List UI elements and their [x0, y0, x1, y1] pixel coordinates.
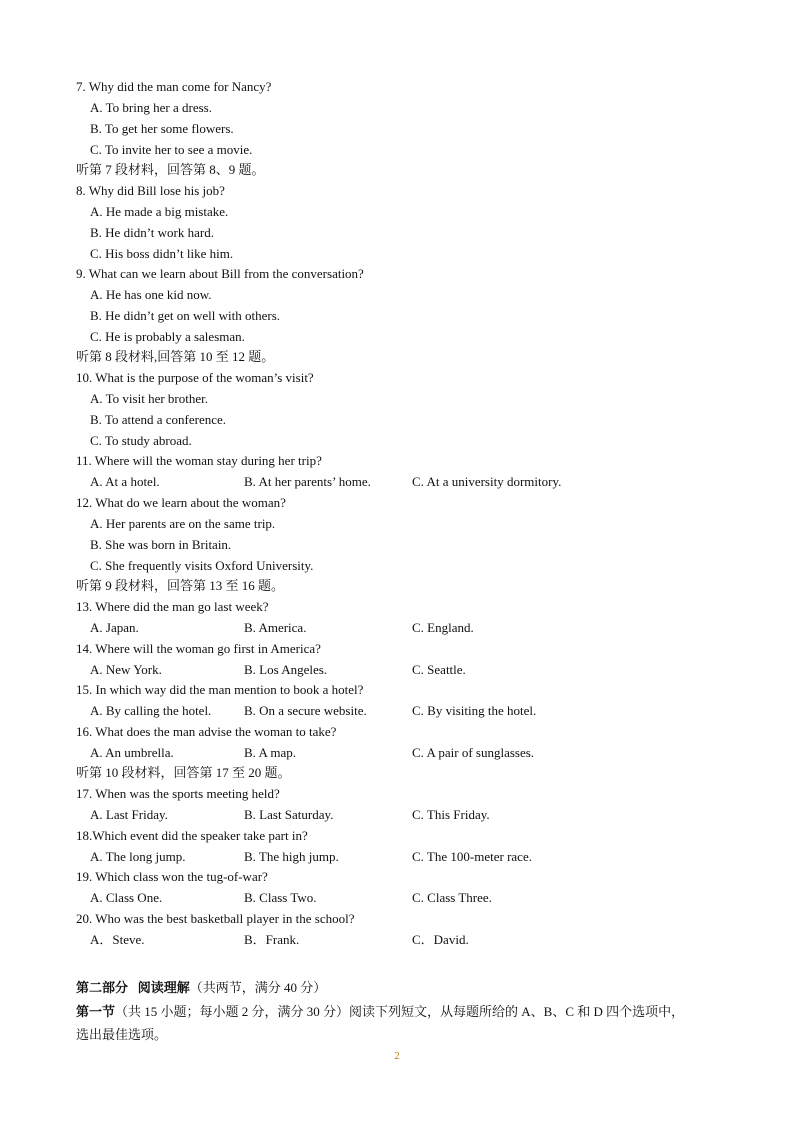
- question-19: 19. Which class won the tug-of-war?: [76, 869, 268, 884]
- option-12a: A. Her parents are on the same trip.: [90, 516, 276, 531]
- option-15a: A. By calling the hotel.: [90, 703, 212, 718]
- option-19c: C. Class Three.: [412, 890, 492, 905]
- options-13: [90, 620, 690, 636]
- question-10: 10. What is the purpose of the woman’s visit?: [76, 370, 314, 385]
- option-17b: B. Last Saturday.: [244, 807, 334, 822]
- question-16: 16. What does the man advise the woman to take?: [76, 724, 337, 739]
- options-20: [90, 932, 690, 948]
- option-19a: A. Class One.: [90, 890, 163, 905]
- options-19: [90, 890, 690, 906]
- option-8c: C. His boss didn’t like him.: [90, 246, 234, 261]
- option-7a: A. To bring her a dress.: [90, 100, 212, 115]
- question-11: 11. Where will the woman stay during her trip?: [76, 453, 322, 468]
- option-15b: B. On a secure website.: [244, 703, 367, 718]
- option-12c: C. She frequently visits Oxford University.: [90, 558, 314, 573]
- option-9c: C. He is probably a salesman.: [90, 329, 245, 344]
- part-two-name: 阅读理解: [137, 980, 190, 995]
- options-16: [90, 745, 690, 761]
- option-14a: A. New York.: [90, 662, 162, 677]
- section-note-9: 听第 9 段材料，回答第 13 至 16 题。: [76, 578, 285, 593]
- option-13c: C. England.: [412, 620, 474, 635]
- option-14b: B. Los Angeles.: [244, 662, 328, 677]
- section-note-7: 听第 7 段材料，回答第 8、9 题。: [76, 162, 265, 177]
- option-14c: C. Seattle.: [412, 662, 466, 677]
- option-13a: A. Japan.: [90, 620, 139, 635]
- option-18c: C. The 100-meter race.: [412, 849, 532, 864]
- option-13b: B. America.: [244, 620, 307, 635]
- option-18b: B. The high jump.: [244, 849, 339, 864]
- section-one-title: 第一节: [76, 1004, 116, 1019]
- question-12: 12. What do we learn about the woman?: [76, 495, 286, 510]
- section-one-instructions: [76, 1000, 696, 1046]
- option-9a: A. He has one kid now.: [90, 287, 212, 302]
- page-number: 2: [394, 1050, 400, 1062]
- option-11c: C. At a university dormitory.: [412, 474, 562, 489]
- option-20c: C．David.: [412, 932, 469, 947]
- part-two-detail: （共两节，满分 40 分）: [189, 980, 327, 995]
- option-16a: A. An umbrella.: [90, 745, 174, 760]
- question-8: 8. Why did Bill lose his job?: [76, 183, 225, 198]
- option-7c: C. To invite her to see a movie.: [90, 142, 253, 157]
- part-two-title: 第二部分: [76, 980, 129, 995]
- question-20: 20. Who was the best basketball player in the school?: [76, 911, 355, 926]
- option-17c: C. This Friday.: [412, 807, 490, 822]
- option-20b: B．Frank.: [244, 932, 300, 947]
- option-19b: B. Class Two.: [244, 890, 317, 905]
- option-7b: B. To get her some flowers.: [90, 121, 234, 136]
- question-9: 9. What can we learn about Bill from the conversation?: [76, 266, 364, 281]
- option-8b: B. He didn’t work hard.: [90, 225, 214, 240]
- option-17a: A. Last Friday.: [90, 807, 168, 822]
- option-20a: A．Steve.: [90, 932, 145, 947]
- option-11a: A. At a hotel.: [90, 474, 160, 489]
- part-two-heading: [76, 980, 326, 996]
- options-14: [90, 662, 690, 678]
- option-9b: B. He didn’t get on well with others.: [90, 308, 281, 323]
- question-15: 15. In which way did the man mention to book a hotel?: [76, 682, 364, 697]
- option-16c: C. A pair of sunglasses.: [412, 745, 535, 760]
- options-18: [90, 849, 690, 865]
- question-17: 17. When was the sports meeting held?: [76, 786, 280, 801]
- option-10b: B. To attend a conference.: [90, 412, 227, 427]
- section-note-10: 听第 10 段材料，回答第 17 至 20 题。: [76, 765, 291, 780]
- question-18: 18.Which event did the speaker take part in?: [76, 828, 308, 843]
- option-18a: A. The long jump.: [90, 849, 186, 864]
- options-17: [90, 807, 690, 823]
- option-10a: A. To visit her brother.: [90, 391, 209, 406]
- option-15c: C. By visiting the hotel.: [412, 703, 537, 718]
- options-11: [90, 474, 690, 490]
- question-7: 7. Why did the man come for Nancy?: [76, 79, 272, 94]
- options-15: [90, 703, 690, 719]
- section-note-8: 听第 8 段材料,回答第 10 至 12 题。: [76, 349, 275, 364]
- section-one-detail: （共 15 小题；每小题 2 分，满分 30 分）阅读下列短文，从每题所给的 A、B、C 和 D 四个选项中，选出最佳选项。: [76, 1004, 685, 1042]
- option-11b: B. At her parents’ home.: [244, 474, 371, 489]
- question-14: 14. Where will the woman go first in America?: [76, 641, 321, 656]
- option-10c: C. To study abroad.: [90, 433, 192, 448]
- option-8a: A. He made a big mistake.: [90, 204, 229, 219]
- option-12b: B. She was born in Britain.: [90, 537, 232, 552]
- question-13: 13. Where did the man go last week?: [76, 599, 269, 614]
- option-16b: B. A map.: [244, 745, 297, 760]
